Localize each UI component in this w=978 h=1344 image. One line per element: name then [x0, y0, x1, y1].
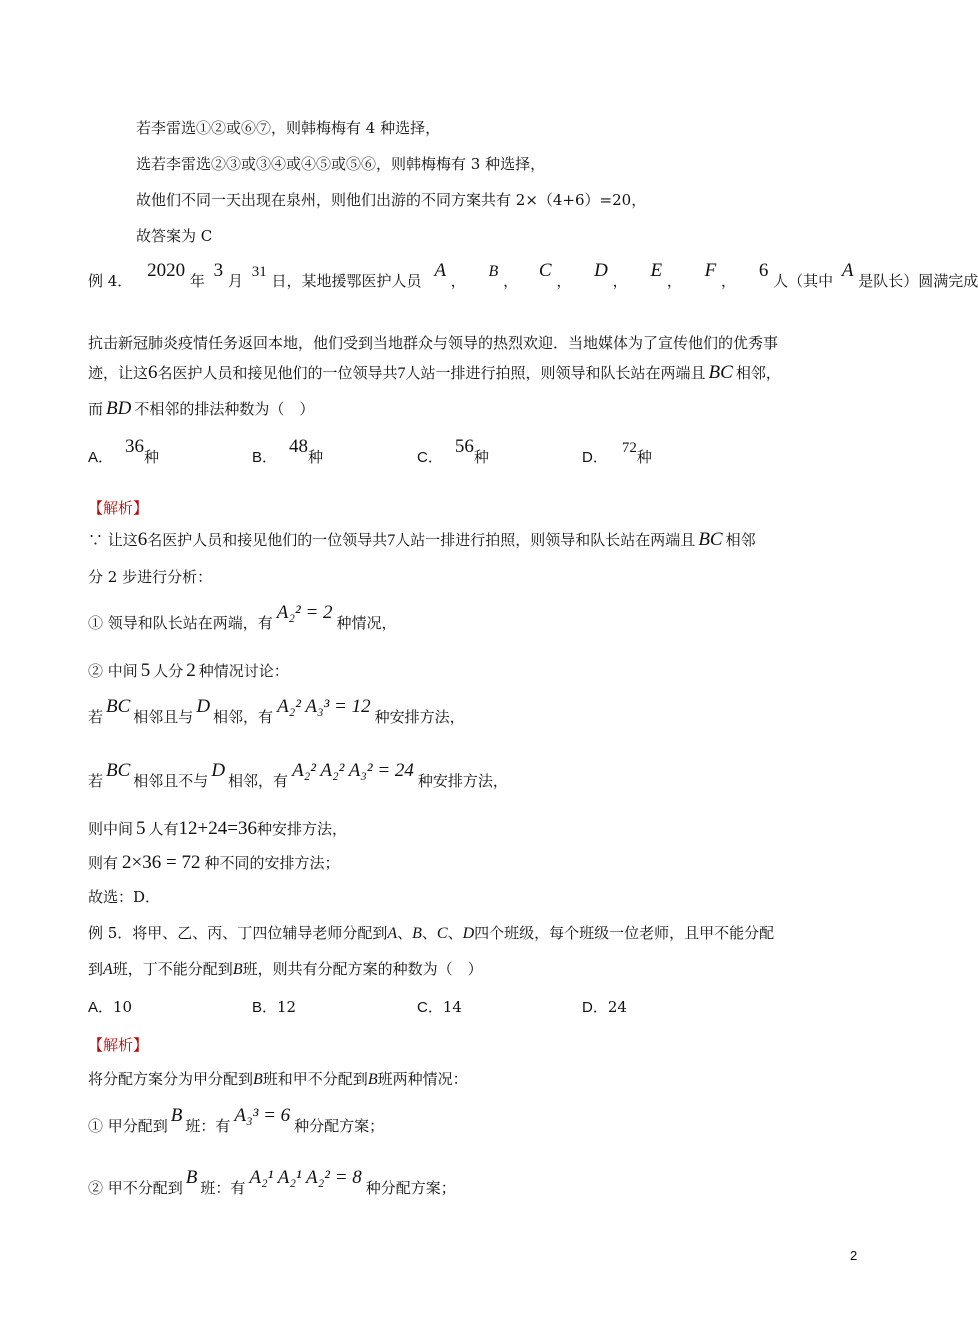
- solution-4-line-7: [88, 818, 347, 840]
- person-b: B: [488, 263, 499, 280]
- person-e: E: [650, 260, 663, 281]
- text: ，: [666, 272, 682, 290]
- option-letter: B．: [252, 449, 278, 466]
- text: 而: [88, 400, 104, 418]
- math-bc: BC: [106, 696, 131, 717]
- person-d: D: [594, 260, 608, 281]
- text: 种情况，: [336, 614, 397, 632]
- option-value: 72: [621, 440, 637, 456]
- solution-5-line-2: [88, 1105, 385, 1137]
- example-4-line-2: 抗击新冠肺炎疫情任务返回本地，他们受到当地群众与领导的热烈欢迎．当地媒体为了宣传他们的优秀事: [88, 334, 779, 352]
- option-a: [88, 436, 160, 469]
- text: ，: [721, 272, 737, 290]
- person-a: A: [434, 260, 446, 281]
- text: 日，某地援鄂医护人员: [271, 272, 422, 290]
- text: 则有: [88, 854, 119, 872]
- option-d: [582, 996, 627, 1019]
- class-d: D: [462, 925, 475, 942]
- option-value: 24: [607, 998, 627, 1016]
- text: ① 领导和队长站在两端，有: [88, 614, 273, 632]
- text: 是队长）圆满完成: [858, 272, 978, 290]
- text: 班，则共有分配方案的种数为（ ）: [242, 960, 483, 978]
- option-unit: 种: [308, 448, 324, 466]
- option-a: [88, 996, 132, 1019]
- option-letter: D．: [582, 449, 608, 466]
- solution-4-line-1: [88, 529, 756, 552]
- solution-4-line-5: [88, 696, 465, 728]
- class-b: B: [253, 1071, 263, 1088]
- option-letter: C．: [417, 999, 443, 1016]
- text: 班，丁不能分配到: [112, 960, 233, 978]
- math-bc: BC: [698, 529, 723, 550]
- text: 名医护人员和接见他们的一位领导共: [157, 364, 398, 382]
- solution-4-line-3: [88, 602, 397, 634]
- text: 名医护人员和接见他们的一位领导共: [147, 531, 388, 549]
- text: 班和甲不分配到: [262, 1070, 368, 1088]
- text: ② 甲不分配到: [88, 1179, 183, 1197]
- text: ，: [450, 272, 466, 290]
- text: 将分配方案分为甲分配到: [88, 1070, 254, 1088]
- option-letter: A．: [88, 449, 114, 466]
- option-value: 10: [113, 998, 133, 1016]
- formula: A₂² A₃³ = 12: [277, 696, 371, 717]
- option-unit: 种: [636, 448, 652, 466]
- class-b: B: [367, 1071, 378, 1088]
- text: 人站一排进行拍照，则领导和队长站在两端且: [395, 531, 696, 549]
- class-b: B: [185, 1167, 198, 1188]
- class-a: A: [103, 961, 113, 978]
- text: 月: [227, 272, 243, 290]
- text: 人分: [153, 662, 184, 680]
- math-bc: BC: [708, 362, 733, 383]
- expression: 12+24=36: [178, 818, 257, 839]
- option-value: 12: [277, 998, 297, 1016]
- month: 3: [213, 260, 224, 281]
- example-4-line-3: [88, 362, 781, 385]
- class-c: C: [436, 925, 448, 942]
- num: 7: [397, 365, 406, 382]
- num: 6: [148, 362, 158, 383]
- text: 、: [421, 924, 437, 942]
- class-b: B: [170, 1105, 183, 1126]
- text: 、: [397, 924, 413, 942]
- option-letter: D．: [582, 999, 608, 1016]
- text: 若: [88, 772, 104, 790]
- num: 6: [137, 529, 148, 550]
- option-value: 56: [454, 436, 474, 457]
- text: 种安排方法，: [417, 772, 508, 790]
- solution-5-line-1: [88, 1068, 468, 1091]
- option-unit: 种: [473, 448, 489, 466]
- solution-4-line-2: 分 2 步进行分析：: [88, 568, 213, 586]
- text: 种安排方法，: [374, 708, 465, 726]
- person-c: C: [538, 260, 552, 281]
- class-a: A: [387, 925, 398, 942]
- text: 相邻且与: [133, 708, 194, 726]
- option-c: [417, 996, 462, 1019]
- text: 到: [88, 960, 104, 978]
- math-d: D: [211, 760, 226, 781]
- expression: 2×36 = 72: [122, 852, 201, 873]
- text: 相邻: [725, 531, 756, 549]
- text: 相邻，有: [228, 772, 289, 790]
- solution-5-line-3: [88, 1167, 456, 1199]
- math-bc: BC: [106, 760, 131, 781]
- solution-heading: 【解析】: [88, 499, 149, 517]
- prev-line-4: 故答案为 C: [136, 227, 213, 245]
- text: 迹，让这: [88, 364, 149, 382]
- option-value: 14: [442, 998, 462, 1016]
- formula: A₂² A₂² A₃² = 24: [292, 760, 414, 781]
- text: ② 中间: [88, 662, 138, 680]
- text: 种安排方法，: [256, 820, 347, 838]
- text: 相邻且不与: [133, 772, 209, 790]
- option-letter: A．: [88, 999, 114, 1016]
- num: 5: [136, 818, 146, 839]
- example-5-line-2: [88, 958, 483, 981]
- text: 种情况讨论：: [198, 662, 289, 680]
- text: 若: [88, 708, 104, 726]
- text: 班两种情况：: [377, 1070, 468, 1088]
- text: 年: [189, 272, 205, 290]
- text: 人有: [148, 820, 179, 838]
- math-bd: BD: [106, 398, 132, 419]
- leader-a: A: [841, 260, 854, 281]
- count-six: 6: [758, 260, 769, 281]
- text: ∵ 让这: [88, 531, 138, 549]
- text: ① 甲分配到: [88, 1117, 168, 1135]
- num: 7: [387, 532, 396, 549]
- text: 相邻，: [735, 364, 781, 382]
- example-4-line-4: [88, 398, 314, 420]
- text: 四个班级，每个班级一位老师，且甲不能分配: [474, 924, 775, 942]
- option-b: [252, 996, 296, 1019]
- solution-4-line-8: [88, 852, 339, 874]
- solution-4-line-4: [88, 660, 289, 682]
- example-4-line-1: [88, 260, 978, 293]
- text: 班：有: [185, 1117, 231, 1135]
- text: ，: [556, 272, 572, 290]
- text: 种分配方案；: [294, 1117, 385, 1135]
- option-letter: B．: [252, 999, 278, 1016]
- formula: A₂¹ A₂¹ A₂² = 8: [249, 1167, 362, 1188]
- text: 班：有: [200, 1179, 246, 1197]
- num: 5: [140, 660, 151, 681]
- option-c: [417, 436, 489, 469]
- option-d: [582, 440, 652, 469]
- math-d: D: [196, 696, 211, 717]
- formula: A₃³ = 6: [234, 1105, 291, 1126]
- person-f: F: [704, 260, 717, 281]
- option-value: 48: [289, 436, 309, 457]
- solution-heading: 【解析】: [88, 1036, 149, 1054]
- prev-line-3: 故他们不同一天出现在泉州，则他们出游的不同方案共有 2×（4+6）=20，: [136, 191, 647, 209]
- option-letter: C．: [417, 449, 443, 466]
- option-b: [252, 436, 324, 469]
- text: ，: [612, 272, 628, 290]
- class-b: B: [412, 925, 422, 942]
- text: 相邻，有: [213, 708, 274, 726]
- year: 2020: [147, 260, 186, 281]
- example-label: 例 4．: [88, 272, 133, 290]
- text: 人站一排进行拍照，则领导和队长站在两端且: [405, 364, 706, 382]
- text: 、: [447, 924, 463, 942]
- text: 种分配方案；: [365, 1179, 456, 1197]
- text: ，: [503, 272, 519, 290]
- text: 不相邻的排法种数为（ ）: [134, 400, 315, 418]
- option-unit: 种: [144, 448, 160, 466]
- formula: A₂² = 2: [276, 602, 333, 623]
- solution-4-line-6: [88, 760, 508, 792]
- day: 31: [251, 264, 267, 280]
- text: 人（其中: [773, 272, 834, 290]
- example-5-line-1: [88, 922, 774, 945]
- option-value: 36: [125, 436, 145, 457]
- prev-line-1: 若李雷选①②或⑥⑦，则韩梅梅有 4 种选择，: [136, 119, 441, 137]
- page-number: 2: [850, 1248, 858, 1263]
- text: 例 5．将甲、乙、丙、丁四位辅导老师分配到: [88, 924, 388, 942]
- prev-line-2: 选若李雷选②③或③④或④⑤或⑤⑥，则韩梅梅有 3 种选择，: [136, 155, 546, 173]
- text: 则中间: [88, 820, 134, 838]
- text: 种不同的安排方法；: [204, 854, 340, 872]
- class-b: B: [232, 961, 243, 978]
- num: 2: [186, 660, 196, 681]
- solution-4-answer: 故选：D．: [88, 888, 161, 906]
